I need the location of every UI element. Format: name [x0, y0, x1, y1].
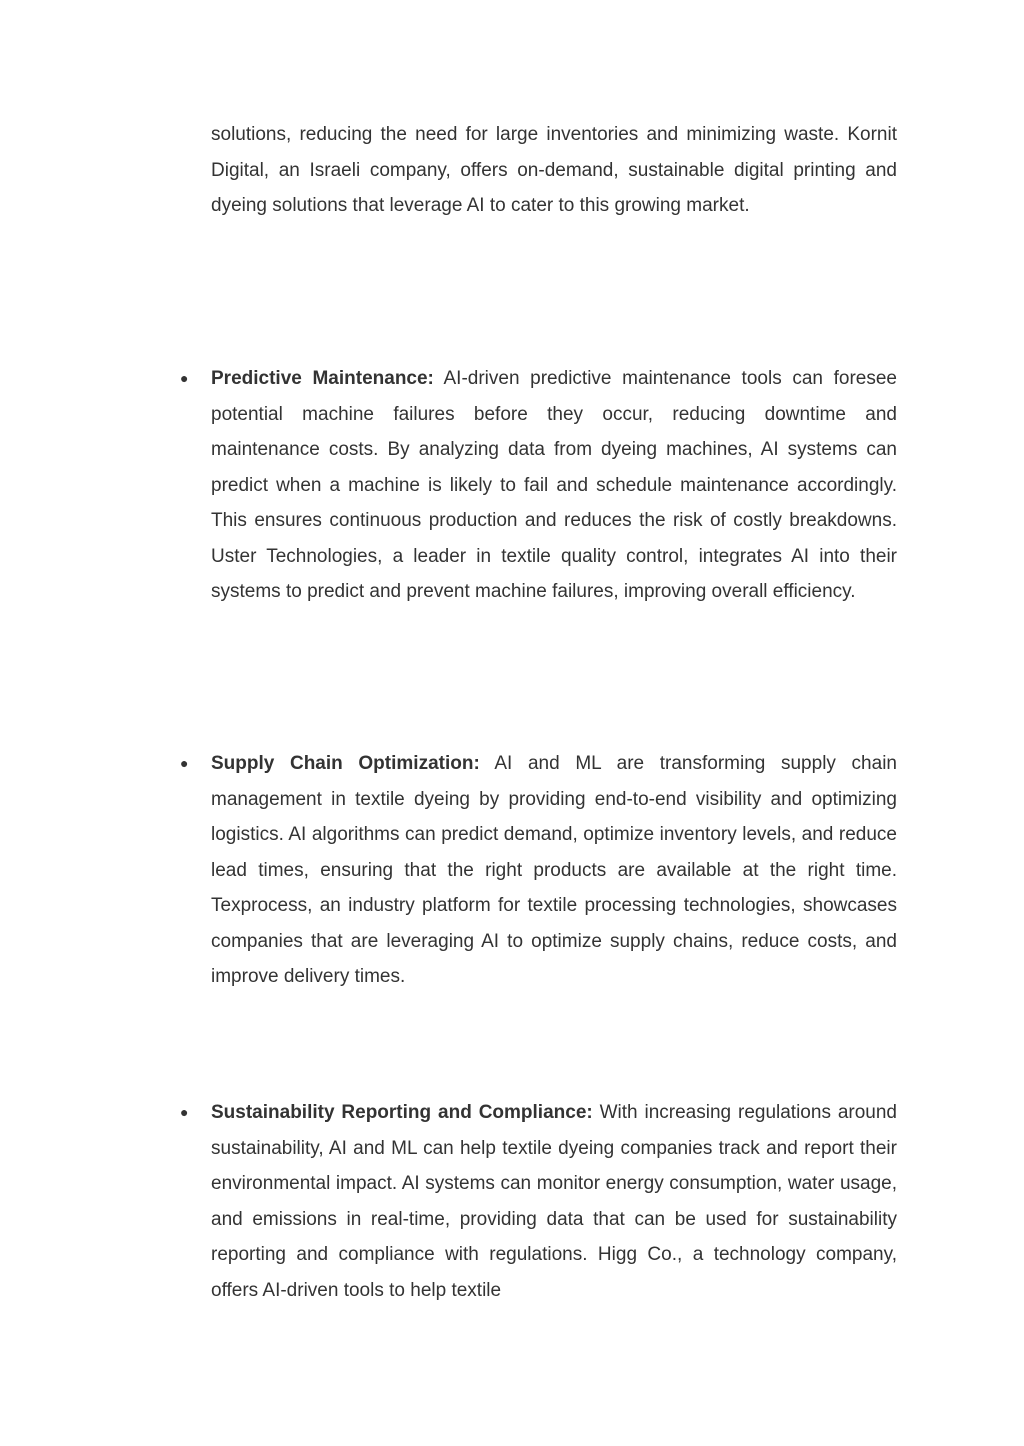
list-item-body: With increasing regulations around sustainability, AI and ML can help textile dyeing companies track and report their environmental impact. AI systems can monitor energy consumption, water usage, and emissions in real-time, providing data that can be used for sustainability reporting and compliance with regulations. Higg Co., a technology company, offers AI-driven tools to help textile	[211, 1102, 897, 1301]
list-item-supply-chain-optimization	[211, 746, 897, 995]
list-item-sustainability-reporting	[211, 1095, 897, 1308]
bullet-icon: ●	[180, 370, 189, 386]
continued-paragraph: solutions, reducing the need for large inventories and minimizing waste. Kornit Digital, an Israeli company, offers on-demand, sustainable digital printing and dyeing solutions that leverage AI to cater to this growing market.	[211, 124, 897, 216]
list-item-lead: Sustainability Reporting and Compliance:	[211, 1102, 593, 1123]
list-item-lead: Supply Chain Optimization:	[211, 753, 480, 774]
list-item-body: AI and ML are transforming supply chain management in textile dyeing by providing end-to-end visibility and optimizing logistics. AI algorithms can predict demand, optimize inventory levels, and reduce lead times, ensuring that the right products are available at the right time. Texprocess, an industry platform for textile processing technologies, showcases companies that are leveraging AI to optimize supply chains, reduce costs, and improve delivery times.	[211, 753, 897, 987]
list-item-lead: Predictive Maintenance:	[211, 368, 434, 389]
bullet-icon: ●	[180, 755, 189, 771]
list-item-body: AI-driven predictive maintenance tools can foresee potential machine failures before they occur, reducing downtime and maintenance costs. By analyzing data from dyeing machines, AI systems can predict when a machine is likely to fail and schedule maintenance accordingly. This ensures continuous production and reduces the risk of costly breakdowns. Uster Technologies, a leader in textile quality control, integrates AI into their systems to predict and prevent machine failures, improving overall efficiency.	[211, 368, 897, 602]
list-item-predictive-maintenance	[211, 361, 897, 610]
bullet-icon: ●	[180, 1104, 189, 1120]
